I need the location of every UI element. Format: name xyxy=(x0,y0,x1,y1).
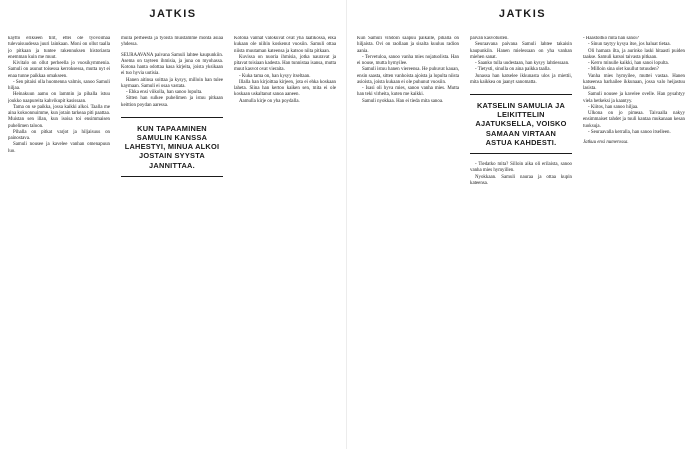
paragraph: - Kerro minulle kaikki, han sanoi lopulta. xyxy=(588,61,669,66)
paragraph: mulla perheesta ja tyoista muistamme monta asiaa yhdessa. xyxy=(121,36,223,48)
left-page xyxy=(0,0,347,449)
right-page xyxy=(349,0,696,449)
running-head: JATKIS xyxy=(149,8,197,20)
section-start-paragraph: SEURAAVANA paivana Samuli lahtee kaupunkiin. Asema on tayteen ihmisia, ja juna on myohassa. Kotona hanta odottaa kasa kirjeita, joista yksikaan ei tuo hyvia uutisia. xyxy=(121,52,223,77)
paragraph: Illalla han kirjoittaa kirjeen, jota ei ehka koskaan laheta. Siina han kertoo kaiken sen, mita ei ole koskaan uskaltanut sanoa aaneen. xyxy=(234,79,336,98)
paragraph: paivan kasvotusten. xyxy=(470,36,509,41)
paragraph: - Tiedatko mita? Silloin aika oli erilaista, sanoo vanha mies hymyillen. xyxy=(470,162,572,174)
left-column-3 xyxy=(234,36,336,444)
paragraph: - Sinun taytyy kysya itse, jos haluat tietaa. xyxy=(588,42,671,48)
paragraph: - Kuka tama on, han kysyy itseltaan. xyxy=(239,73,311,79)
paragraph: - Kiitos, han sanoo hiljaa. xyxy=(588,104,639,110)
paragraph: - Sen pitaisi olla huomenna valmis, sanoo Samuli hiljaa. xyxy=(8,79,110,91)
paragraph: Ulkona on jo pimeaa. Taivaalla nakyy ensimmaiset tahdet ja tuuli kantaa mukanaan kesan tuoksuja. xyxy=(583,111,685,129)
left-column-1 xyxy=(8,36,110,444)
paragraph: Vanha mies hymyilee, muttei vastaa. Hanen katseensa harhailee ikkunaan, jossa valo heijastuu lasista. xyxy=(583,73,685,91)
paragraph: Tama on se paikka, jossa kaikki alkoi. Taalla me aina kokoonnuimme, kun jotain tarkeaa piti paattaa. Muistan sen illan, kun isoisa toi ensimmaisen puhelimen taloon. xyxy=(8,104,110,129)
right-column-2 xyxy=(470,36,572,444)
paragraph: - Seuraavalla kerralla, han sanoo itselleen. xyxy=(588,129,671,135)
paragraph: - Ehka ensi viikolla, han sanoo lopulta. xyxy=(126,90,203,95)
left-column-2 xyxy=(121,36,223,444)
paragraph: Samuli istuu hanen viereensa. He puhuvat kauan, ensin saasta, sitten vanhoista ajoista ja lopulta niista asioista, joista kukaan ei ole puhunut vuosiin. xyxy=(357,67,459,85)
paragraph: Junassa han katselee ikkunasta ulos ja miettii, mita kaikkea on jaanyt sanomatta. xyxy=(470,73,572,85)
paragraph: - Tietysti, sinulla on aina paikka taalla. xyxy=(475,67,551,73)
paragraph: Samuli nousee ja kavelee vanhan omenapuun luo. xyxy=(8,142,110,154)
paragraph: kaytto erikseen tilit, ettei ole tyovoimaa tulevaisuudessa juuri lainkaan. Moni on ollut taalla jo pitkaan ja tuntee rakennuksen historiasta enemman kuin me muut. xyxy=(8,36,110,60)
paragraph: Aamulla kirje on yha poydalla. xyxy=(239,98,300,104)
paragraph: Seuraavana paivana Samuli lahtee takaisin kaupunkiin. Hanen mielessaan on yha vanhan miehen sanat. xyxy=(470,42,572,60)
paragraph: Kun Samuli vihdoin saapuu paikalle, pihalla on hiljaista. Ovi on raollaan ja sisalta kuuluu radion aania. xyxy=(357,36,459,54)
paragraph: Samuli nousee ja kavelee ovelle. Han pysahtyy viela hetkeksi ja kaantyy. xyxy=(583,92,685,104)
paragraph: Heinakuun aamu on lammin ja pihalla istuu joukko naapureita kahvikupit kasissaan. xyxy=(8,92,110,104)
paragraph: Sitten han sulkee puhelimen ja istuu pitkaan keittion poydan aaressa. xyxy=(121,96,223,108)
pull-quote: KATSELIN SAMULIA JA LEIKITTELIN AJATUKSELLA, VOISKO SAMAAN VIRTAAN ASTUA KAHDESTI. xyxy=(470,94,572,154)
continued-note: Jatkuu ensi numerossa. xyxy=(583,140,629,145)
paragraph: Hanen aitinsa soittaa ja kysyy, milloin han tulee kaymaan. Samuli ei osaa vastata. xyxy=(121,77,223,89)
paragraph: - Tervetuloa, sanoo vanha mies nojatuolista. Han ei nouse, mutta hymyilee. xyxy=(357,54,459,66)
paragraph: Kuvissa on nuoria ihmisia, jotka nauravat ja pitavat toisiaan kadesta. Han tunnistaa isansa, mutta muut kasvot ovat vieraita. xyxy=(234,54,336,73)
paragraph: - Saanko tulla uudestaan, han kysyy lahtiessaan. xyxy=(475,61,570,66)
paragraph: Samuli nyokkaa. Han ei tieda mita sanoa. xyxy=(362,98,444,104)
paragraph: - Haastoitko mita han sanoi? xyxy=(583,36,639,41)
paragraph: Kivitalo on ollut perheella jo vuosikymmenia. Samuli on asunut toisessa kerroksessa, mutta nyt ei enaa tunne paikkaa omakseen. xyxy=(8,61,110,79)
pull-quote: KUN TAPAAMINEN SAMULIN KANSSA LAHESTYI, MINUA ALKOI JOSTAIN SYYSTA JANNITTAA. xyxy=(121,117,223,177)
paragraph: Kotona vanhat valokuvat ovat yha laatikossa, eika kukaan ole niihin koskenut vuosiin. Samuli ottaa niista muutaman kateensa ja katsoo niita pitkaan. xyxy=(234,36,336,54)
paragraph: Nyokkaan. Samuli nauraa ja ottaa kupin kateensa. xyxy=(470,174,572,186)
right-column-3 xyxy=(583,36,685,444)
paragraph: - Milloin sina olet kuullut totuuden? xyxy=(588,67,659,73)
paragraph: - Isasi oli hyva mies, sanoo vanha mies. Mutta han teki virheita, kuten me kaikki. xyxy=(357,86,459,98)
paragraph: Pihalla on pitkat varjot ja hiljaisuus on painostava. xyxy=(8,129,110,141)
right-column-1 xyxy=(357,36,459,444)
paragraph: Oli hamara ilta, ja aurinko laski hitaasti puiden taakse. Samuli katsoi taivasta pitkaan. xyxy=(583,48,685,60)
running-head: JATKIS xyxy=(498,8,547,20)
